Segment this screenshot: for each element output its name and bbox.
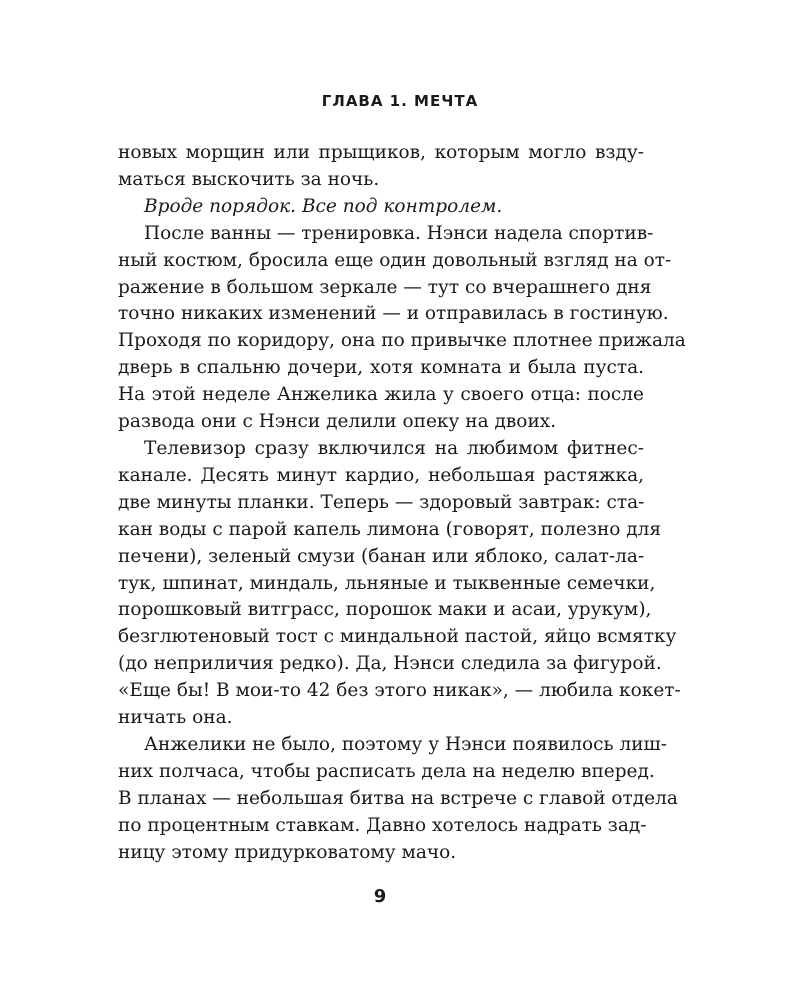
text-line: точно никаких изменений — и отправилась в гостиную. bbox=[118, 303, 669, 325]
text-line: по процентным ставкам. Давно хотелось надрать зад- bbox=[118, 814, 647, 836]
text-line: канале. Десять минут кардио, небольшая растяжка, bbox=[118, 464, 644, 486]
text-line: Анжелики не было, поэтому у Нэнси появилось лиш- bbox=[144, 733, 667, 755]
chapter-title: ГЛАВА 1. МЕЧТА bbox=[321, 92, 479, 110]
text-line: В планах — небольшая битва на встрече с главой отдела bbox=[118, 787, 678, 809]
text-line: На этой неделе Анжелика жила у своего отца: после bbox=[118, 384, 644, 406]
text-line: Телевизор сразу включился на любимом фитнес- bbox=[144, 437, 644, 459]
text-line: печени), зеленый смузи (банан или яблоко, салат-ла- bbox=[118, 545, 645, 567]
text-line: Проходя по коридору, она по привычке плотнее прижала bbox=[118, 330, 686, 352]
text-line: безглютеновый тост с миндальной пастой, яйцо всмятку bbox=[118, 626, 677, 648]
text-line: порошковый витграсс, порошок маки и асаи, урукум), bbox=[118, 599, 652, 621]
text-line: маться выскочить за ночь. bbox=[118, 168, 380, 190]
text-line: две минуты планки. Теперь — здоровый завтрак: ста- bbox=[118, 491, 645, 513]
text-line: дверь в спальню дочери, хотя комната и была пуста. bbox=[118, 357, 644, 379]
text-line: тук, шпинат, миндаль, льняные и тыквенные семечки, bbox=[118, 572, 656, 594]
text-line: новых морщин или прыщиков, которым могло взду- bbox=[118, 142, 644, 163]
text-line: кан воды с парой капель лимона (говорят, полезно для bbox=[118, 518, 662, 540]
page-body bbox=[118, 140, 686, 866]
text-line: ницу этому придурковатому мачо. bbox=[118, 841, 457, 863]
text-line: После ванны — тренировка. Нэнси надела спортив- bbox=[144, 222, 654, 244]
text-line: (до неприличия редко). Да, Нэнси следила за фигурой. bbox=[118, 653, 662, 675]
text-line: «Еще бы! В мои-то 42 без этого никак», — любила кокет- bbox=[118, 680, 681, 702]
text-line: них полчаса, чтобы расписать дела на неделю вперед. bbox=[118, 760, 655, 782]
text-line: развода они с Нэнси делили опеку на двоих. bbox=[118, 411, 557, 433]
text-line: ражение в большом зеркале — тут со вчерашнего дня bbox=[118, 276, 652, 298]
page-number: 9 bbox=[373, 886, 387, 907]
text-line: ничать она. bbox=[118, 707, 233, 729]
text-line: ный костюм, бросила еще один довольный взгляд на от- bbox=[118, 249, 672, 271]
text-line-italic: Вроде порядок. Все под контролем. bbox=[144, 195, 503, 217]
